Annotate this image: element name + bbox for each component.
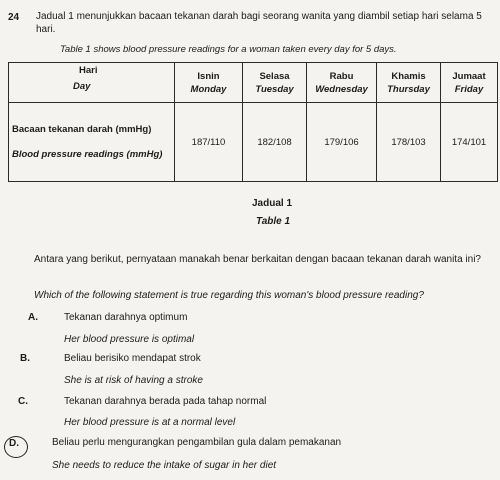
day-english: Friday <box>454 83 484 95</box>
table-caption-english: Table 1 <box>256 216 291 227</box>
row-label-english: Blood pressure readings (mmHg) <box>12 149 163 161</box>
day-malay: Khamis <box>391 70 426 82</box>
day-malay: Rabu <box>329 70 354 82</box>
reading-cell: 179/106 <box>307 103 377 182</box>
option-d-english: She needs to reduce the intake of sugar in her diet <box>52 460 277 471</box>
table-corner-cell <box>9 63 175 103</box>
option-d-malay[interactable]: Beliau perlu mengurangkan pengambilan gula dalam pemakanan <box>52 437 342 448</box>
day-english: Thursday <box>387 83 430 95</box>
day-english: Wednesday <box>315 83 368 95</box>
option-b-malay[interactable]: Beliau berisiko mendapat strok <box>64 353 201 364</box>
intro-malay: Jadual 1 menunjukkan bacaan tekanan darah bagi seorang wanita yang diambil setiap hari selama 5 hari. <box>36 11 482 35</box>
option-c-english: Her blood pressure is at a normal level <box>64 417 236 428</box>
blood-pressure-table <box>8 62 498 182</box>
day-header <box>377 63 441 103</box>
day-malay: Jumaat <box>452 70 486 82</box>
question-stem-malay: Antara yang berikut, pernyataan manakah benar berkaitan dengan bacaan tekanan darah wanita ini? <box>34 254 481 265</box>
option-a-letter: A. <box>28 312 38 323</box>
reading-cell: 174/101 <box>441 103 498 182</box>
option-d-letter: D. <box>9 438 19 449</box>
corner-label-english: Day <box>73 81 91 92</box>
day-header <box>175 63 243 103</box>
question-number: 24 <box>8 12 20 23</box>
row-label-malay: Bacaan tekanan darah (mmHg) <box>12 124 152 136</box>
intro-english: Table 1 shows blood pressure readings for a woman taken every day for 5 days. <box>60 44 397 55</box>
option-b-letter: B. <box>20 353 30 364</box>
day-header <box>307 63 377 103</box>
option-a-english: Her blood pressure is optimal <box>64 334 195 345</box>
option-c-letter: C. <box>18 396 28 407</box>
question-stem-english: Which of the following statement is true regarding this woman's blood pressure reading? <box>34 290 424 301</box>
row-label-cell <box>9 103 175 182</box>
corner-label-malay: Hari <box>79 65 98 76</box>
day-english: Tuesday <box>255 83 294 95</box>
reading-cell: 182/108 <box>243 103 307 182</box>
table-caption-malay: Jadual 1 <box>252 198 293 209</box>
reading-cell: 187/110 <box>175 103 243 182</box>
day-malay: Selasa <box>259 70 290 82</box>
day-header <box>243 63 307 103</box>
day-english: Monday <box>190 83 227 95</box>
option-c-malay[interactable]: Tekanan darahnya berada pada tahap normal <box>64 396 267 407</box>
day-malay: Isnin <box>197 70 220 82</box>
reading-cell: 178/103 <box>377 103 441 182</box>
day-header <box>441 63 498 103</box>
option-a-malay[interactable]: Tekanan darahnya optimum <box>64 312 188 323</box>
option-b-english: She is at risk of having a stroke <box>64 375 203 386</box>
